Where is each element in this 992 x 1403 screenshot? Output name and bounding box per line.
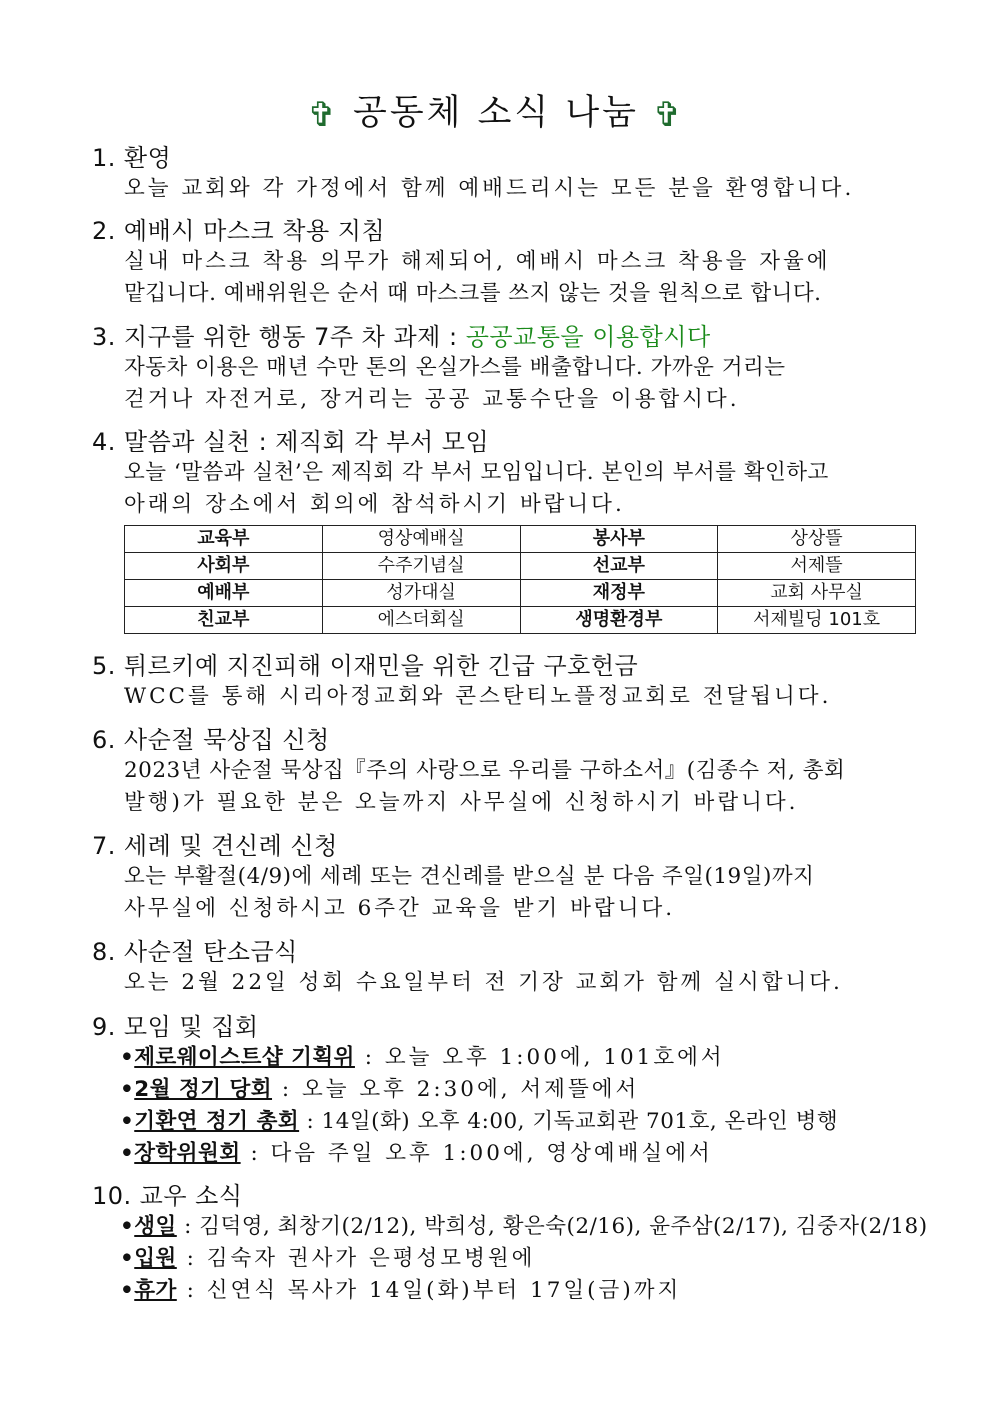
table-row xyxy=(125,607,916,634)
cross-icon: ✞ xyxy=(307,95,340,135)
section-body: 2023년 사순절 묵상집『주의 사랑으로 우리를 구하소서』(김종수 저, 총회 발행)가 필요한 분은 오늘까지 사무실에 신청하시기 바랍니다. xyxy=(124,758,846,815)
department-location-cell: 성가대실 xyxy=(322,580,520,607)
section-body: 자동차 이용은 매년 수만 톤의 온실가스를 배출합니다. 가까운 거리는 걷거나 자전거로, 장거리는 공공 교통수단을 이용합시다. xyxy=(124,355,786,412)
section-heading: 2. 예배시 마스크 착용 지침 xyxy=(92,217,386,245)
section-heading: 4. 말씀과 실천 : 제직회 각 부서 모임 xyxy=(92,428,490,456)
section-word-practice xyxy=(92,427,912,521)
department-location-cell: 서제빌딩 101호 xyxy=(718,607,916,634)
department-location-cell: 수주기념실 xyxy=(322,553,520,580)
section-carbon-fast xyxy=(92,937,912,999)
table-row xyxy=(125,553,916,580)
section-body: 오는 2월 22일 성회 수요일부터 전 기장 교회가 함께 실시합니다. xyxy=(124,970,843,995)
title-text: 공동체 소식 나눔 xyxy=(353,93,639,133)
section-heading: 9. 모임 및 집회 xyxy=(92,1013,259,1041)
department-name-cell: 예배부 xyxy=(125,580,323,607)
department-name-cell: 사회부 xyxy=(125,553,323,580)
section-body: WCC를 통해 시리아정교회와 콘스탄티노플정교회로 전달됩니다. xyxy=(124,684,832,709)
section-earth-action xyxy=(92,322,912,416)
department-name-cell: 재정부 xyxy=(520,580,718,607)
list-item: •입원 : 김숙자 권사가 은평성모병원에 xyxy=(120,1246,536,1271)
list-item: •생일 : 김덕영, 최창기(2/12), 박희성, 황은숙(2/16), 윤주삼(2/17), 김중자(2/18) xyxy=(120,1214,928,1239)
section-baptism xyxy=(92,831,912,925)
department-location-cell: 영상예배실 xyxy=(322,526,520,553)
table-row xyxy=(125,580,916,607)
section-body: 오늘 교회와 각 가정에서 함께 예배드리시는 모든 분을 환영합니다. xyxy=(124,176,855,201)
department-location-cell: 상상뜰 xyxy=(718,526,916,553)
cross-icon: ✞ xyxy=(652,95,685,135)
section-meetings xyxy=(92,1012,912,1170)
section-mask-guideline xyxy=(92,216,912,310)
list-item: •2월 정기 당회 : 오늘 오후 2:30에, 서제뜰에서 xyxy=(120,1077,640,1102)
section-member-news xyxy=(92,1181,928,1307)
section-heading: 3. 지구를 위한 행동 7주 차 과제 : 공공교통을 이용합시다 xyxy=(92,323,711,351)
section-heading: 7. 세례 및 견신례 신청 xyxy=(92,832,338,860)
department-name-cell: 선교부 xyxy=(520,553,718,580)
department-location-cell: 에스더회실 xyxy=(322,607,520,634)
page-title xyxy=(0,88,992,140)
section-heading: 6. 사순절 묵상집 신청 xyxy=(92,726,330,754)
section-body xyxy=(120,1211,928,1307)
section-heading: 5. 튀르키예 지진피해 이재민을 위한 긴급 구호헌금 xyxy=(92,652,639,680)
list-item: •휴가 : 신연식 목사가 14일(화)부터 17일(금)까지 xyxy=(120,1278,682,1303)
department-name-cell: 교육부 xyxy=(125,526,323,553)
department-location-cell: 서제뜰 xyxy=(718,553,916,580)
section-heading: 10. 교우 소식 xyxy=(92,1182,243,1210)
section-heading: 8. 사순절 탄소금식 xyxy=(92,938,298,966)
department-table xyxy=(124,525,916,634)
table-row xyxy=(125,526,916,553)
department-name-cell: 친교부 xyxy=(125,607,323,634)
highlight-text: 공공교통을 이용합시다 xyxy=(465,323,711,351)
section-body: 오늘 ‘말씀과 실천’은 제직회 각 부서 모임입니다. 본인의 부서를 확인하고 아래의 장소에서 회의에 참석하시기 바랍니다. xyxy=(124,460,829,517)
list-item: •장학위원회 : 다음 주일 오후 1:00에, 영상예배실에서 xyxy=(120,1141,713,1166)
section-body xyxy=(120,1042,912,1170)
department-name-cell: 생명환경부 xyxy=(520,607,718,634)
list-item: •기환연 정기 총회 : 14일(화) 오후 4:00, 기독교회관 701호, 온라인 병행 xyxy=(120,1109,839,1134)
list-item: •제로웨이스트샵 기획위 : 오늘 오후 1:00에, 101호에서 xyxy=(120,1045,725,1070)
section-relief-offering xyxy=(92,651,912,713)
section-body: 실내 마스크 착용 의무가 해제되어, 예배시 마스크 착용을 자율에 맡깁니다. 예배위원은 순서 때 마스크를 쓰지 않는 것을 원칙으로 합니다. xyxy=(124,249,831,306)
section-heading: 1. 환영 xyxy=(92,144,172,172)
department-name-cell: 봉사부 xyxy=(520,526,718,553)
section-welcome xyxy=(92,143,912,205)
section-lent-devotional xyxy=(92,725,912,819)
department-location-cell: 교회 사무실 xyxy=(718,580,916,607)
section-body: 오는 부활절(4/9)에 세례 또는 견신례를 받으실 분 다음 주일(19일)까지 사무실에 신청하시고 6주간 교육을 받기 바랍니다. xyxy=(124,864,815,921)
